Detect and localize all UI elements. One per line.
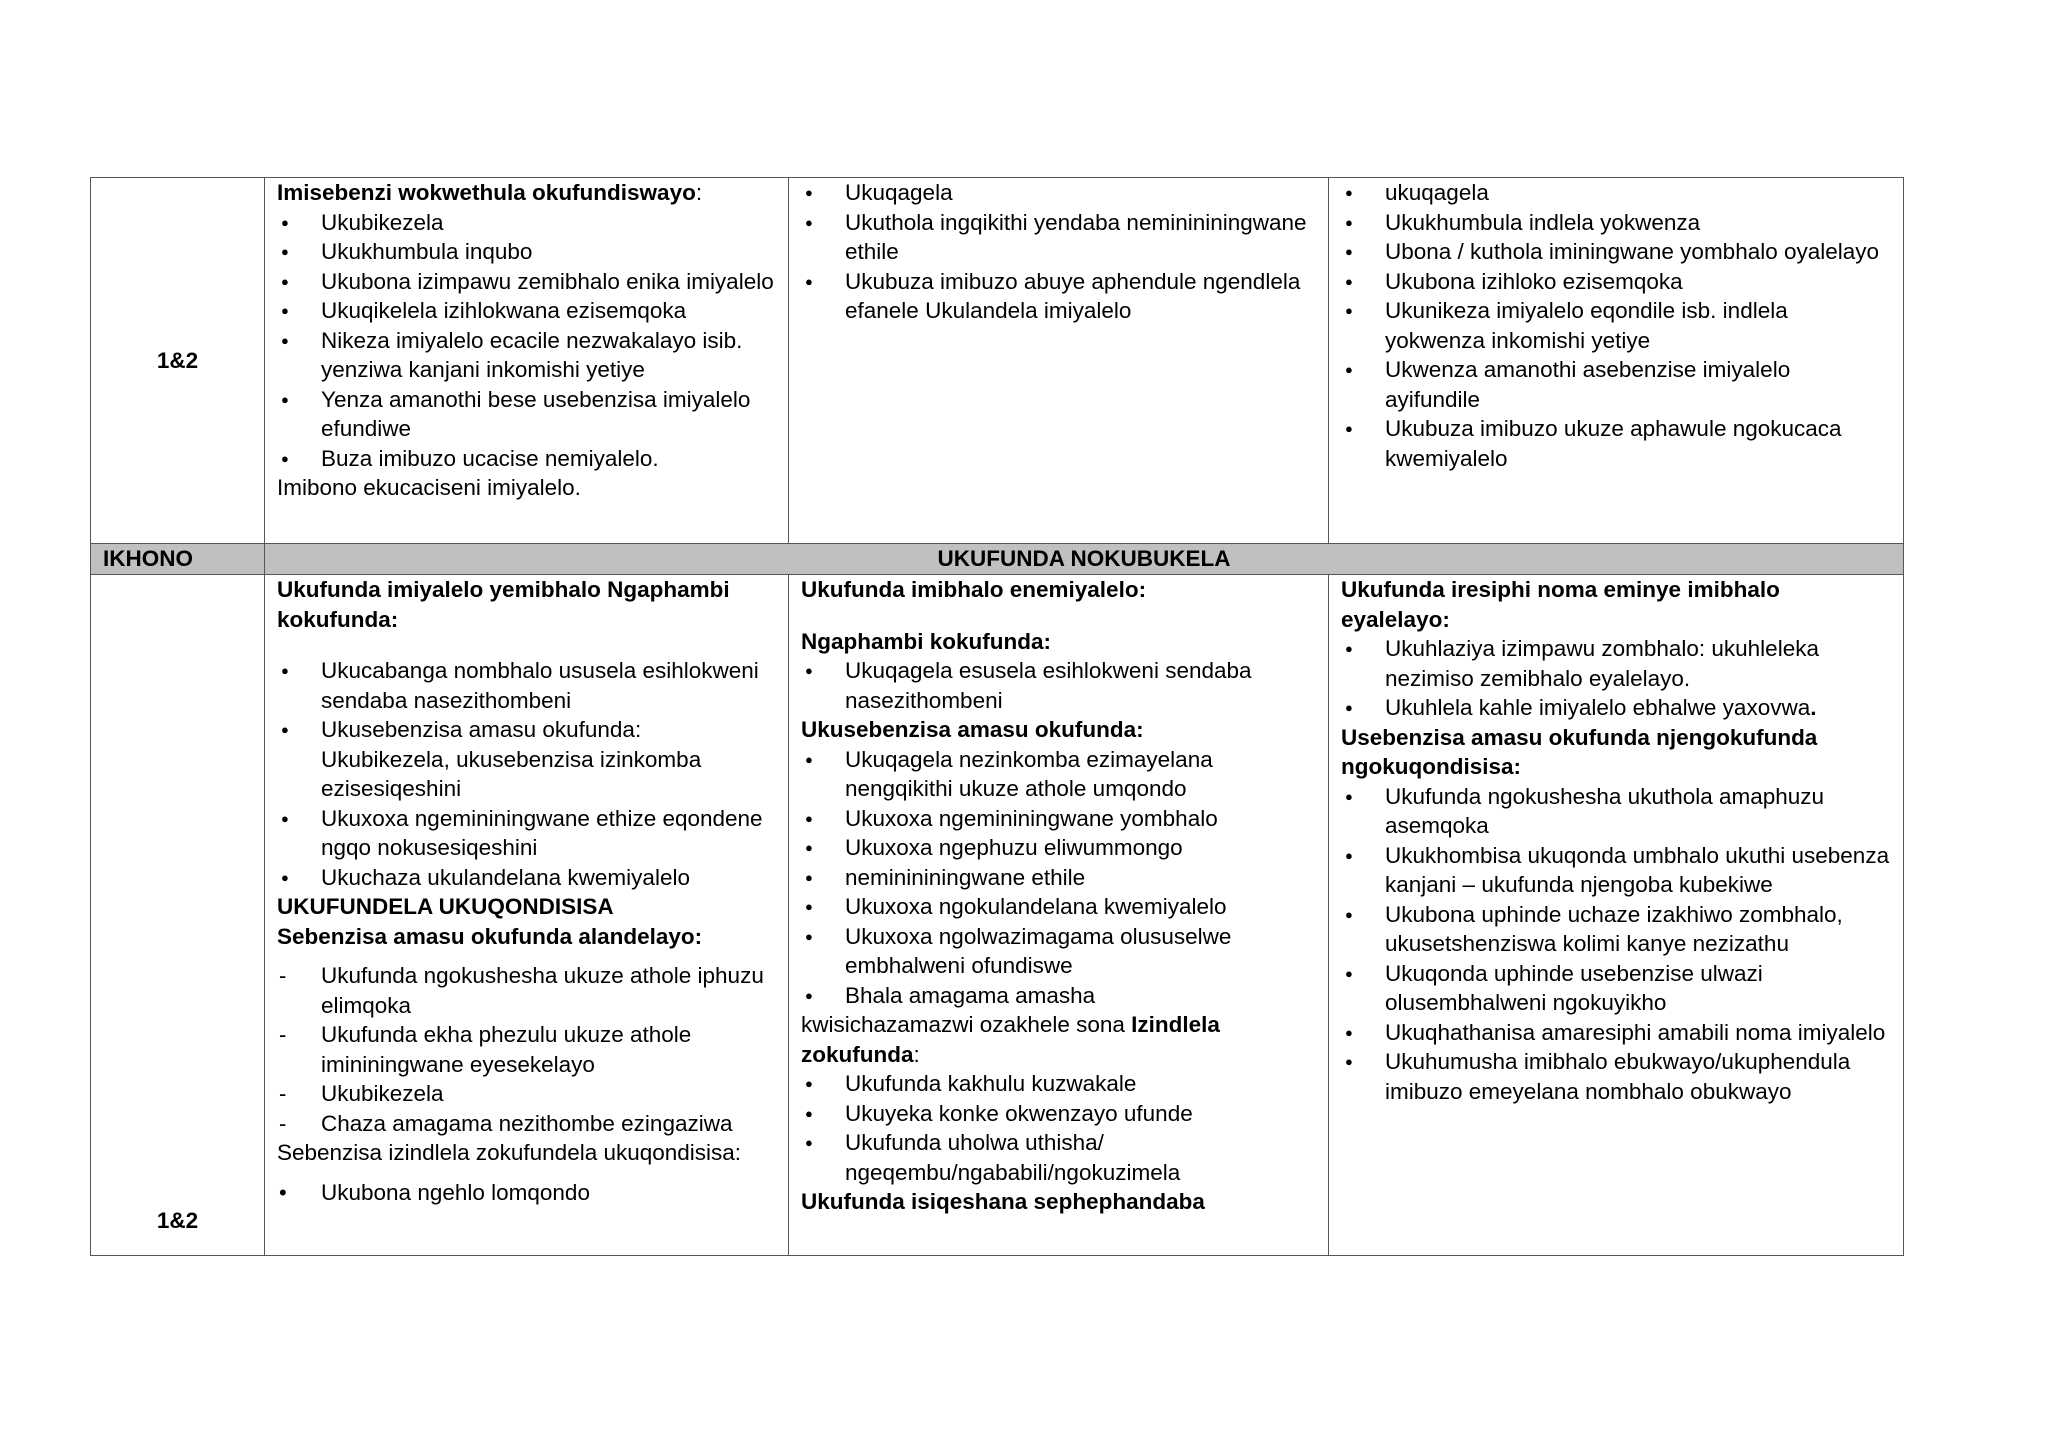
curriculum-table (90, 177, 1904, 1256)
activities-cell (265, 178, 789, 544)
list-item: ● Ukubona izihloko ezisemqoka (1341, 267, 1891, 297)
list-item: ● neminininingwane ethile (801, 863, 1316, 893)
table-row-header (91, 544, 1904, 575)
bullet-list (277, 208, 776, 474)
bullet-list (801, 178, 1316, 326)
list-item: ● Bhala amagama amasha (801, 981, 1316, 1011)
list-item: ● Ukunikeza imiyalelo eqondile isb. indlela yokwenza inkomishi yetiye (1341, 296, 1891, 355)
list-item: ● Ukusebenzisa amasu okufunda: Ukubikezela, ukusebenzisa izinkomba ezisesiqeshini (277, 715, 776, 804)
list-item: - Ukufunda ngokushesha ukuze athole iphuzu elimqoka (277, 961, 776, 1020)
list-item: ● Ukufunda uholwa uthisha/ ngeqembu/ngababili/ngokuzimela (801, 1128, 1316, 1187)
list-item: ● Ukuyeka konke okwenzayo ufunde (801, 1099, 1316, 1129)
list-item: ● Ukukhumbula indlela yokwenza (1341, 208, 1891, 238)
list-item: ● Ubona / kuthola iminingwane yombhalo oyalelayo (1341, 237, 1891, 267)
list-item: ● Ukuxoxa ngolwazimagama olususelwe embhalweni ofundiswe (801, 922, 1316, 981)
list-item: ● Ukukhombisa ukuqonda umbhalo ukuthi usebenza kanjani – ukufunda njengoba kubekiwe (1341, 841, 1891, 900)
subheading: UKUFUNDELA UKUQONDISISA (277, 894, 614, 919)
list-item: ● Ukubikezela (277, 208, 776, 238)
list-item: ● Ukuthola ingqikithi yendaba neminininingwane ethile (801, 208, 1316, 267)
section-heading: UKUFUNDA NOKUBUKELA (265, 544, 1904, 575)
list-item: ● Ukuhlaziya izimpawu zombhalo: ukuhleleka nezimiso zemibhalo eyalelayo. (1341, 634, 1891, 693)
skills-cell-3 (1329, 178, 1904, 544)
list-item: ● Buza imibuzo ucacise nemiyalelo. (277, 444, 776, 474)
cell-title: Ukufunda imiyalelo yemibhalo Ngaphambi kokufunda: (277, 577, 730, 632)
cell-text: kwisichazamazwi ozakhele sona Izindlela zokufunda: (801, 1012, 1220, 1067)
dash-list (277, 961, 776, 1138)
bullet-list (1341, 782, 1891, 1107)
bullet-list (1341, 178, 1891, 473)
list-item: ● Ukufunda ngokushesha ukuthola amaphuzu asemqoka (1341, 782, 1891, 841)
list-item: ● Ukwenza amanothi asebenzise imiyalelo ayifundile (1341, 355, 1891, 414)
list-item: ● Ukuqagela nezinkomba ezimayelana nengqikithi ukuze athole umqondo (801, 745, 1316, 804)
cell-title: Imisebenzi wokwethula okufundiswayo: (277, 180, 703, 205)
reading-cell-1 (265, 575, 789, 1256)
list-item: ● Ukuxoxa ngemininingwane yombhalo (801, 804, 1316, 834)
subheading: Ukusebenzisa amasu okufunda: (801, 717, 1144, 742)
cell-footer-text: Imibono ekucaciseni imiyalelo. (277, 475, 581, 500)
list-item: ● Ukukhumbula inqubo (277, 237, 776, 267)
cell-title: Ukufunda iresiphi noma eminye imibhalo eyalelayo: (1341, 577, 1780, 632)
list-item: ● Ukuxoxa ngephuzu eliwummongo (801, 833, 1316, 863)
skill-label: IKHONO (91, 544, 265, 575)
list-item: • Ukubona ngehlo lomqondo (277, 1178, 776, 1208)
list-item: ● Ukuhumusha imibhalo ebukwayo/ukuphendula imibuzo emeyelana nombhalo obukwayo (1341, 1047, 1891, 1106)
list-item: ● Ukuxoxa ngokulandelana kwemiyalelo (801, 892, 1316, 922)
bullet-list (801, 745, 1316, 1011)
list-item: - Chaza amagama nezithombe ezingaziwa (277, 1109, 776, 1139)
table-row-1 (91, 178, 1904, 544)
list-item: ● Ukubuza imibuzo ukuze aphawule ngokucaca kwemiyalelo (1341, 414, 1891, 473)
subheading: Ngaphambi kokufunda: (801, 628, 1052, 654)
list-item: ● Ukucabanga nombhalo ususela esihlokweni sendaba nasezithombeni (277, 656, 776, 715)
list-item: ● Ukubuza imibuzo abuye aphendule ngendlela efanele Ukulandela imiyalelo (801, 267, 1316, 326)
cell-text: Sebenzisa izindlela zokufundela ukuqondisisa: (277, 1140, 742, 1165)
bullet-list (801, 656, 1316, 715)
bullet-list (801, 1069, 1316, 1187)
list-item: - Ukufunda ekha phezulu ukuze athole imininingwane eyesekelayo (277, 1020, 776, 1079)
skills-cell-2 (789, 178, 1329, 544)
reading-cell-3 (1329, 575, 1904, 1256)
cell-footer-text: Ukufunda isiqeshana sephephandaba (801, 1189, 1205, 1214)
list-item: ● Ukuchaza ukulandelana kwemiyalelo (277, 863, 776, 893)
list-item: ● ukuqagela (1341, 178, 1891, 208)
reading-cell-2 (789, 575, 1329, 1256)
list-item: ● Ukuhlela kahle imiyalelo ebhalwe yaxovwa. (1341, 693, 1891, 723)
list-item: ● Yenza amanothi bese usebenzisa imiyalelo efundiwe (277, 385, 776, 444)
list-item: ● Nikeza imiyalelo ecacile nezwakalayo isib. yenziwa kanjani inkomishi yetiye (277, 326, 776, 385)
list-item: ● Ukubona izimpawu zemibhalo enika imiyalelo (277, 267, 776, 297)
list-item: ● Ukuqagela esusela esihlokweni sendaba nasezithombeni (801, 656, 1316, 715)
subheading: Usebenzisa amasu okufunda njengokufunda ngokuqondisisa: (1341, 724, 1818, 779)
grade-cell: 1&2 (91, 178, 265, 544)
list-item: ● Ukuqikelela izihlokwana ezisemqoka (277, 296, 776, 326)
table-row-2 (91, 575, 1904, 1256)
list-item: ● Ukubona uphinde uchaze izakhiwo zombhalo, ukusetshenziswa kolimi kanye nezizathu (1341, 900, 1891, 959)
bullet-list (277, 1178, 776, 1208)
bullet-list (277, 656, 776, 892)
list-item: ● Ukuqagela (801, 178, 1316, 208)
bullet-list (1341, 634, 1891, 723)
list-item: ● Ukuqhathanisa amaresiphi amabili noma imiyalelo (1341, 1018, 1891, 1048)
list-item: ● Ukuqonda uphinde usebenzise ulwazi olusembhalweni ngokuyikho (1341, 959, 1891, 1018)
list-item: ● Ukuxoxa ngemininingwane ethize eqondene ngqo nokusesiqeshini (277, 804, 776, 863)
subheading: Sebenzisa amasu okufunda alandelayo: (277, 923, 703, 949)
list-item: ● Ukufunda kakhulu kuzwakale (801, 1069, 1316, 1099)
list-item: - Ukubikezela (277, 1079, 776, 1109)
cell-title: Ukufunda imibhalo enemiyalelo: (801, 577, 1147, 602)
grade-cell: 1&2 (91, 575, 265, 1256)
